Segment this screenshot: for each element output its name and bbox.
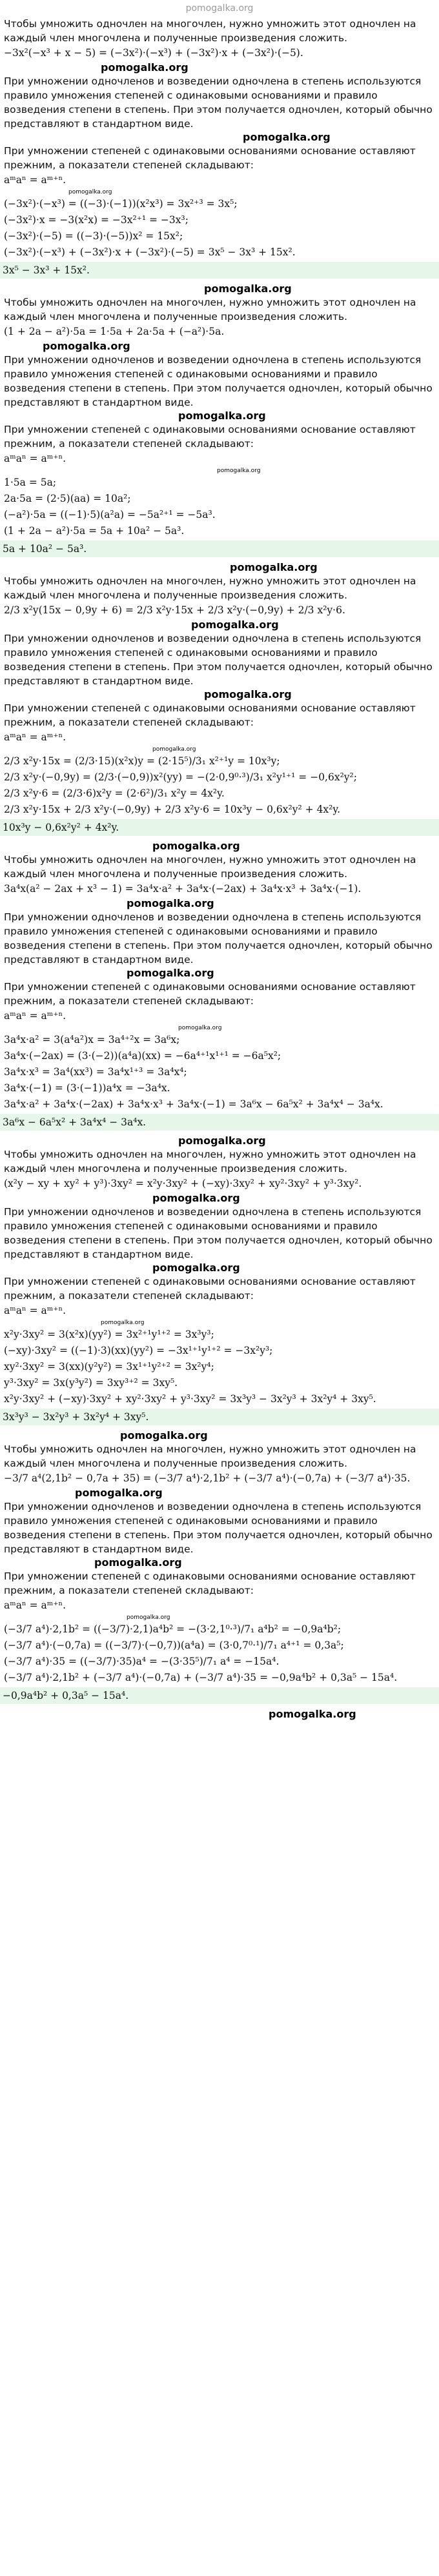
solution-step: (−3/7 a⁴)·2,1b² + (−3/7 a⁴)·(−0,7a) + (−3/7 a⁴)·35 = −0,9a⁴b² + 0,3a⁵ − 15a⁴. <box>4 1672 398 1683</box>
rule-same-base-text: При умножении степеней с одинаковыми основаниями основание оставляют прежним, а показатели степеней складывают: <box>4 981 416 1007</box>
solution-step: 3a⁴x·(−2ax) = (3·(−2))(a⁴a)(xx) = −6a⁴⁺¹x¹⁺¹ = −6a⁵x²; <box>4 1050 281 1062</box>
watermark-row <box>4 61 435 74</box>
watermark-row <box>4 340 435 353</box>
answer-highlight: 10x³y − 0,6x²y² + 4x²y. <box>0 819 439 836</box>
solution-step: (−3/7 a⁴)·35 = ((−3/7)·35)a⁴ = −(3·35⁵)/7₁ a⁴ = −15a⁴. <box>4 1656 280 1667</box>
solution-content <box>4 17 435 1721</box>
watermark: pomogalka.org <box>191 619 279 631</box>
rule-intro-text: Чтобы умножить одночлен на многочлен, нужно умножить этот одночлен на каждый член многочлена и полученные произведения сложить. <box>4 1443 416 1469</box>
watermark: pomogalka.org <box>120 1429 208 1442</box>
rule-powers-text: При умножении одночленов и возведении одночлена в степень используются правило умножения степеней с одинаковыми основаниями и правило возведения степени в степень. При этом получается одночлен, который обычно представляют в стандартном виде. <box>4 75 433 130</box>
solution-step: (−3x²)·(−5) = ((−3)·(−5))x² = 15x²; <box>4 230 183 242</box>
rule-powers-text: При умножении одночленов и возведении одночлена в степень используются правило умножения степеней с одинаковыми основаниями и правило возведения степени в степень. При этом получается одночлен, который обычно представляют в стандартном виде. <box>4 633 433 687</box>
watermark: pomogalka.org <box>269 1708 356 1720</box>
watermark-row <box>4 1614 435 1621</box>
watermark-row <box>4 897 435 910</box>
watermark-row <box>4 1262 435 1274</box>
site-header[interactable]: pomogalka.org <box>185 3 254 14</box>
problem-section <box>4 853 435 1147</box>
watermark-row <box>4 1429 435 1442</box>
problem-statement: 3a⁴x(a² − 2ax + x³ − 1) = 3a⁴x·a² + 3a⁴x·(−2ax) + 3a⁴x·x³ + 3a⁴x·(−1). <box>4 883 362 895</box>
watermark: pomogalka.org <box>152 1262 240 1274</box>
watermark: pomogalka.org <box>43 340 130 352</box>
watermark-row <box>4 561 435 574</box>
watermark: pomogalka.org <box>94 1556 182 1569</box>
rule-powers-text: При умножении одночленов и возведении одночлена в степень используются правило умножения степеней с одинаковыми основаниями и правило возведения степени в степень. При этом получается одночлен, который обычно представляют в стандартном виде. <box>4 911 433 966</box>
watermark: pomogalka.org <box>243 131 331 143</box>
rule-intro-text: Чтобы умножить одночлен на многочлен, нужно умножить этот одночлен на каждый член многочлена и полученные произведения сложить. <box>4 297 416 322</box>
solution-step: 3a⁴x·a² = 3(a⁴a²)x = 3a⁴⁺²x = 3a⁶x; <box>4 1034 180 1045</box>
watermark: pomogalka.org <box>152 1192 240 1204</box>
solution-step: (−3/7 a⁴)·(−0,7a) = ((−3/7)·(−0,7))(a⁴a) = (3·0,7⁰·¹)/7₁ a⁴⁺¹ = 0,3a⁵; <box>4 1640 344 1651</box>
problem-statement: −3/7 a⁴(2,1b² − 0,7a + 35) = (−3/7 a⁴)·2,1b² + (−3/7 a⁴)·(−0,7a) + (−3/7 a⁴)·35. <box>4 1472 411 1484</box>
rule-powers-text: При умножении одночленов и возведении одночлена в степень используются правило умножения степеней с одинаковыми основаниями и правило возведения степени в степень. При этом получается одночлен, который обычно представляют в стандартном виде. <box>4 354 433 408</box>
solution-step: x²y·3xy² = 3(x²x)(yy²) = 3x²⁺¹y¹⁺² = 3x³y³; <box>4 1329 214 1340</box>
rule-same-base-text: При умножении степеней с одинаковыми основаниями основание оставляют прежним, а показатели степеней складывают: <box>4 702 416 728</box>
rule-intro-text: Чтобы умножить одночлен на многочлен, нужно умножить этот одночлен на каждый член многочлена и полученные произведения сложить. <box>4 1149 416 1174</box>
watermark-row <box>4 1024 435 1032</box>
watermark: pomogalka.org <box>152 840 240 852</box>
answer-highlight: 3x³y³ − 3x²y³ + 3x²y⁴ + 3xy⁵. <box>0 1409 439 1425</box>
problem-section <box>4 17 435 295</box>
rule-intro-text: Чтобы умножить одночлен на многочлен, нужно умножить этот одночлен на каждый член многочлена и полученные произведения сложить. <box>4 575 416 601</box>
watermark-row <box>4 1319 435 1327</box>
watermark: pomogalka.org <box>204 688 292 700</box>
watermark: pomogalka.org <box>178 1134 266 1147</box>
watermark-row <box>4 619 435 631</box>
problem-section <box>4 1442 435 1721</box>
solution-step: 1·5a = 5a; <box>4 477 57 488</box>
problem-statement: −3x²(−x³ + x − 5) = (−3x²)·(−x³) + (−3x²)·x + (−3x²)·(−5). <box>4 47 303 59</box>
watermark: pomogalka.org <box>75 1487 163 1499</box>
watermark-row <box>4 1487 435 1500</box>
power-rule-formula: aᵐaⁿ = aᵐ⁺ⁿ. <box>4 1010 66 1022</box>
answer-highlight: −0,9a⁴b² + 0,3a⁵ − 15a⁴. <box>0 1687 439 1704</box>
watermark-row <box>4 1192 435 1205</box>
rule-same-base-text: При умножении степеней с одинаковыми основаниями основание оставляют прежним, а показатели степеней складывают: <box>4 1276 416 1302</box>
watermark: pomogalka.org <box>127 897 214 909</box>
power-rule-formula: aᵐaⁿ = aᵐ⁺ⁿ. <box>4 1600 66 1611</box>
answer-highlight: 5a + 10a² − 5a³. <box>0 540 439 557</box>
watermark: pomogalka.org <box>127 967 214 979</box>
solution-step: xy²·3xy² = 3(xx)(y²y²) = 3x¹⁺¹y²⁺² = 3x²y⁴; <box>4 1361 214 1372</box>
solution-step: 2/3 x²y·6 = (2/3·6)x²y = (2·6²)/3₁ x²y = 4x²y. <box>4 788 225 799</box>
rule-intro-text: Чтобы умножить одночлен на многочлен, нужно умножить этот одночлен на каждый член многочлена и полученные произведения сложить. <box>4 854 416 880</box>
solution-step: (−xy)·3xy² = ((−1)·3)(xx)(yy²) = −3x¹⁺¹y¹⁺² = −3x²y³; <box>4 1345 273 1356</box>
solution-step: 3a⁴x·(−1) = (3·(−1))a⁴x = −3a⁴x. <box>4 1082 170 1094</box>
watermark: pomogalka.org <box>178 410 266 422</box>
solution-step: x²y·3xy² + (−xy)·3xy² + xy²·3xy² + y³·3xy² = 3x³y³ − 3x²y³ + 3x²y⁴ + 3xy⁵. <box>4 1393 376 1405</box>
solution-step: (−a²)·5a = ((−1)·5)(a²a) = −5a²⁺¹ = −5a³. <box>4 509 216 520</box>
solution-step: (−3x²)·x = −3(x²x) = −3x²⁺¹ = −3x³; <box>4 214 189 226</box>
solution-step: (−3x²)·(−x³) + (−3x²)·x + (−3x²)·(−5) = 3x⁵ − 3x³ + 15x². <box>4 246 296 258</box>
solution-step: 2/3 x²y·(−0,9y) = (2/3·(−0,9))x²(yy) = −(2·0,9⁰·³)/3₁ x²y¹⁺¹ = −0,6x²y²; <box>4 771 357 783</box>
watermark-row <box>4 688 435 701</box>
rule-same-base-text: При умножении степеней с одинаковыми основаниями основание оставляют прежним, а показатели степеней складывают: <box>4 1570 416 1596</box>
problem-statement: (1 + 2a − a²)·5a = 1·5a + 2a·5a + (−a²)·5a. <box>4 326 225 337</box>
watermark: pomogalka.org <box>68 189 112 195</box>
watermark: pomogalka.org <box>178 1025 222 1031</box>
watermark-row <box>4 1134 435 1147</box>
solution-step: 3a⁴x·x³ = 3a⁴(xx³) = 3a⁴x¹⁺³ = 3a⁴x⁴; <box>4 1066 187 1078</box>
problem-section <box>4 1147 435 1442</box>
problem-statement: (x²y − xy + xy² + y³)·3xy² = x²y·3xy² + (−xy)·3xy² + xy²·3xy² + y³·3xy². <box>4 1178 362 1189</box>
solution-step: 2a·5a = (2·5)(aa) = 10a²; <box>4 493 131 504</box>
watermark-row <box>4 1556 435 1569</box>
watermark-row <box>4 840 435 853</box>
watermark-row <box>4 467 435 475</box>
watermark: pomogalka.org <box>230 561 318 573</box>
problem-section <box>4 574 435 853</box>
rule-powers-text: При умножении одночленов и возведении одночлена в степень используются правило умножения степеней с одинаковыми основаниями и правило возведения степени в степень. При этом получается одночлен, который обычно представляют в стандартном виде. <box>4 1501 433 1555</box>
rule-same-base-text: При умножении степеней с одинаковыми основаниями основание оставляют прежним, а показатели степеней складывают: <box>4 424 416 450</box>
solution-step: 3a⁴x·a² + 3a⁴x·(−2ax) + 3a⁴x·x³ + 3a⁴x·(−1) = 3a⁶x − 6a⁵x² + 3a⁴x⁴ − 3a⁴x. <box>4 1098 383 1110</box>
power-rule-formula: aᵐaⁿ = aᵐ⁺ⁿ. <box>4 174 66 186</box>
problem-section <box>4 295 435 574</box>
solution-step: 2/3 x²y·15x + 2/3 x²y·(−0,9y) + 2/3 x²y·6 = 10x³y − 0,6x²y² + 4x²y. <box>4 804 341 815</box>
watermark-row <box>4 967 435 980</box>
answer-highlight: 3x⁵ − 3x³ + 15x². <box>0 262 439 279</box>
watermark: pomogalka.org <box>217 468 261 474</box>
solution-step: (1 + 2a − a²)·5a = 5a + 10a² − 5a³. <box>4 525 185 537</box>
rule-intro-text: Чтобы умножить одночлен на многочлен, нужно умножить этот одночлен на каждый член многочлена и полученные произведения сложить. <box>4 18 416 44</box>
watermark: pomogalka.org <box>204 282 292 295</box>
watermark-row <box>4 282 435 295</box>
power-rule-formula: aᵐaⁿ = aᵐ⁺ⁿ. <box>4 731 66 743</box>
watermark-row <box>4 188 435 196</box>
power-rule-formula: aᵐaⁿ = aᵐ⁺ⁿ. <box>4 453 66 464</box>
problem-statement: 2/3 x²y(15x − 0,9y + 6) = 2/3 x²y·15x + 2/3 x²y·(−0,9y) + 2/3 x²y·6. <box>4 604 345 616</box>
solution-step: y³·3xy² = 3x(y³y²) = 3xy³⁺² = 3xy⁵. <box>4 1377 178 1389</box>
watermark: pomogalka.org <box>152 746 196 753</box>
watermark-row <box>4 131 435 144</box>
watermark-row <box>4 1708 435 1721</box>
watermark-row <box>4 410 435 422</box>
watermark: pomogalka.org <box>101 1320 145 1326</box>
watermark-row <box>4 746 435 753</box>
solution-step: (−3x²)·(−x³) = ((−3)·(−1))(x²x³) = 3x²⁺³ = 3x⁵; <box>4 198 238 210</box>
rule-powers-text: При умножении одночленов и возведении одночлена в степень используются правило умножения степеней с одинаковыми основаниями и правило возведения степени в степень. При этом получается одночлен, который обычно представляют в стандартном виде. <box>4 1206 433 1260</box>
watermark: pomogalka.org <box>101 61 189 74</box>
answer-highlight: 3a⁶x − 6a⁵x² + 3a⁴x⁴ − 3a⁴x. <box>0 1114 439 1131</box>
solution-step: (−3/7 a⁴)·2,1b² = ((−3/7)·2,1)a⁴b² = −(3·2,1⁰·³)/7₁ a⁴b² = −0,9a⁴b²; <box>4 1623 342 1635</box>
watermark: pomogalka.org <box>127 1614 170 1621</box>
solution-step: 2/3 x²y·15x = (2/3·15)(x²x)y = (2·15⁵)/3₁ x²⁺¹y = 10x³y; <box>4 755 280 767</box>
rule-same-base-text: При умножении степеней с одинаковыми основаниями основание оставляют прежним, а показатели степеней складывают: <box>4 145 416 171</box>
power-rule-formula: aᵐaⁿ = aᵐ⁺ⁿ. <box>4 1305 66 1316</box>
